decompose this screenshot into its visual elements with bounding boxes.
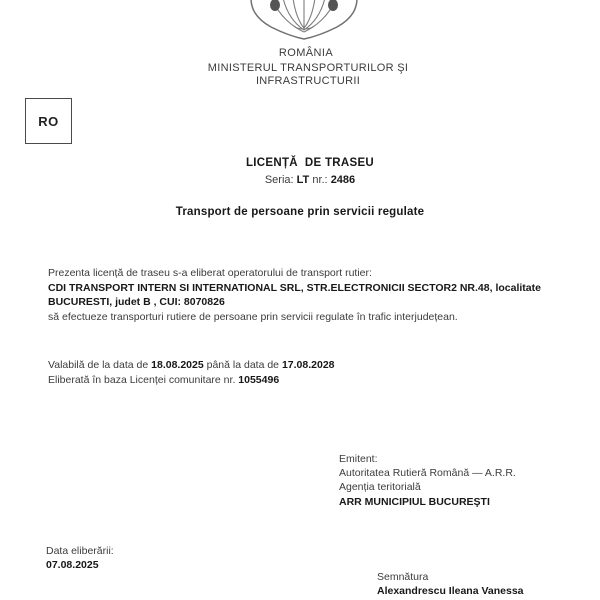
issuer-section: [339, 452, 516, 509]
issuer-agency: Agenția teritorială: [339, 481, 421, 494]
ministry-name-line-2: INFRASTRUCTURII: [255, 75, 361, 87]
issue-date-value: 07.08.2025: [46, 559, 99, 571]
nr-label: nr.:: [312, 174, 328, 186]
community-license-line: [48, 373, 335, 388]
signature-name: Alexandrescu Ileana Vanessa: [377, 585, 524, 597]
seria-value: LT: [296, 174, 310, 186]
body-intro-line: Prezenta licență de traseu s-a eliberat operatorului de transport rutier:: [48, 267, 372, 279]
validity-dates-line: [48, 358, 335, 373]
operator-city-cui-line: BUCURESTI, judet B , CUI: 8070826: [48, 296, 225, 309]
validity-end-date: 17.08.2028: [281, 359, 335, 371]
operator-name-address-line: CDI TRANSPORT INTERN SI INTERNATIONAL SRL, STR.ELECTRONICII SECTOR2 NR.48, localitate: [48, 281, 541, 294]
validity-from-label: Valabilă de la data de: [48, 359, 149, 371]
document-title: LICENȚĂ DE TRASEU: [245, 157, 375, 169]
community-license-number: 1055496: [238, 374, 280, 386]
signature-label: Semnătura: [377, 571, 429, 583]
issuer-agency-name: ARR MUNICIPIUL BUCUREŞTI: [339, 495, 490, 508]
signature-section: [377, 570, 524, 598]
coat-of-arms-icon: [245, 0, 363, 40]
document-subtitle: Transport de persoane prin servicii regulate: [175, 206, 425, 218]
issuer-authority: Autoritatea Rutieră Română — A.R.R.: [339, 467, 516, 480]
validity-section: [48, 358, 335, 388]
country-name: ROMÂNIA: [278, 47, 334, 59]
country-code-label: RO: [38, 113, 59, 129]
issuer-label: Emitent:: [339, 453, 378, 465]
country-code-box: [25, 98, 72, 144]
body-outro-line: să efectueze transporturi rutiere de persoane prin servicii regulate în trafic interjudețean.: [48, 310, 458, 323]
community-license-label: Eliberată în baza Licenței comunitare nr.: [48, 374, 236, 386]
ministry-name-line-1: MINISTERUL TRANSPORTURILOR ŞI: [207, 62, 409, 74]
issue-date-section: [46, 544, 114, 572]
nr-value: 2486: [330, 174, 356, 186]
license-body: [48, 266, 541, 324]
validity-start-date: 18.08.2025: [151, 359, 204, 371]
issue-date-label: Data eliberării:: [46, 545, 114, 557]
validity-until-label: până la data de: [206, 359, 280, 371]
seria-label: Seria:: [264, 174, 294, 186]
serial-line: [20, 174, 600, 186]
